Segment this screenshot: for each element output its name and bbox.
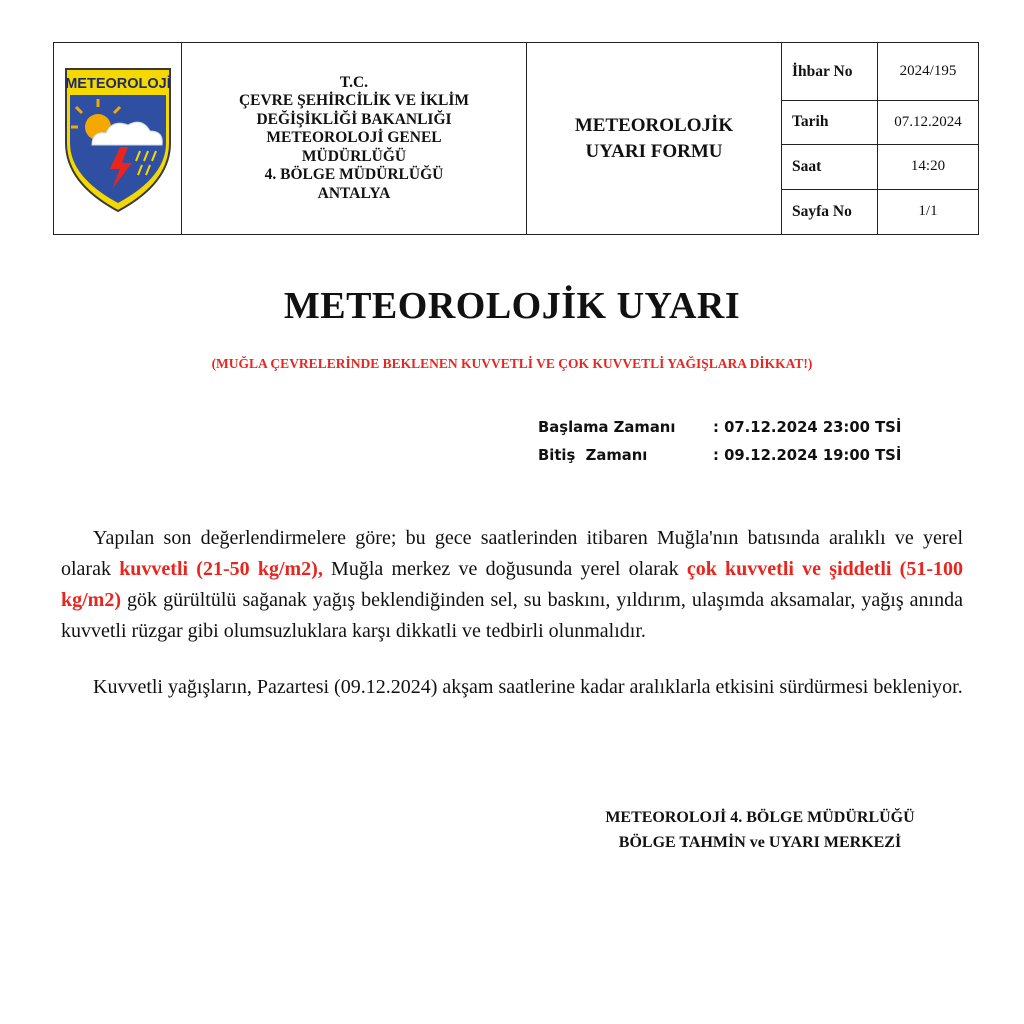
start-time-value: : 07.12.2024 23:00 TSİ (713, 419, 902, 436)
org-line: DEĞİŞİKLİĞİ BAKANLIĞI (256, 110, 452, 128)
page-title: METEOROLOJİK UYARI (283, 285, 741, 327)
logo-cell (54, 43, 182, 235)
logo-text: METEOROLOJİ (64, 75, 171, 92)
highlight-kuvvetli: kuvvetli (21-50 kg/m2), (119, 558, 323, 580)
org-line: ANTALYA (317, 184, 391, 202)
org-line: T.C. (339, 73, 369, 91)
field-label-saat: Saat (782, 144, 878, 189)
form-title-line: METEOROLOJİK (574, 114, 734, 136)
org-line: ÇEVRE ŞEHİRCİLİK VE İKLİM (238, 92, 470, 110)
paragraph-2: Kuvvetli yağışların, Pazartesi (09.12.2024) akşam saatlerine kadar aralıklarla etkisini sürdürmesi bekleniyor. (93, 676, 963, 698)
end-time-value: : 09.12.2024 19:00 TSİ (713, 447, 902, 464)
warning-body (61, 523, 963, 703)
field-label-sayfa-no: Sayfa No (782, 189, 878, 234)
meteoroloji-logo (62, 65, 174, 213)
highlight-cok-kuvvetli: çok kuvvetli ve şiddetli (51-100 kg/m2) (61, 558, 963, 611)
org-line: MÜDÜRLÜĞÜ (301, 147, 407, 165)
time-window (538, 414, 901, 470)
organization-block (182, 43, 527, 235)
field-label-tarih: Tarih (782, 101, 878, 144)
warning-subtitle: (MUĞLA ÇEVRELERİNDE BEKLENEN KUVVETLİ VE ÇOK KUVVETLİ YAĞIŞLARA DİKKAT!) (211, 356, 813, 371)
signature-block (540, 805, 980, 855)
form-title (527, 43, 782, 235)
field-value-ihbar-no: 2024/195 (878, 43, 979, 101)
signature-line-2: BÖLGE TAHMİN ve UYARI MERKEZİ (618, 834, 902, 851)
start-time-row (538, 414, 901, 442)
paragraph-1-text: Yapılan son değerlendirmelere göre; bu gece saatlerinden itibaren Muğla'nın batısında aralıklı ve yerel olarak (61, 527, 963, 580)
field-label-ihbar-no: İhbar No (782, 43, 878, 101)
paragraph-1 (61, 523, 963, 647)
end-time-label: Bitiş Zamanı (538, 447, 648, 464)
signature-line-1: METEOROLOJİ 4. BÖLGE MÜDÜRLÜĞÜ (605, 809, 915, 826)
paragraph-1-text: gök gürültülü sağanak yağış beklendiğinden sel, su baskını, yıldırım, ulaşımda aksamalar, yağış anında kuvvetli rüzgar gibi olumsuzluklara karşı dikkatli ve tedbirli olunmalıdır. (61, 589, 963, 642)
org-line: 4. BÖLGE MÜDÜRLÜĞÜ (264, 166, 444, 184)
field-value-saat: 14:20 (878, 144, 979, 189)
form-title-line: UYARI FORMU (585, 140, 723, 162)
paragraph-1-text: Muğla merkez ve doğusunda yerel olarak (322, 558, 687, 580)
header-table (53, 42, 979, 235)
org-line: METEOROLOJİ GENEL (266, 129, 442, 147)
start-time-label: Başlama Zamanı (538, 419, 676, 436)
field-value-tarih: 07.12.2024 (878, 101, 979, 144)
field-value-sayfa-no: 1/1 (878, 189, 979, 234)
end-time-row (538, 442, 901, 470)
